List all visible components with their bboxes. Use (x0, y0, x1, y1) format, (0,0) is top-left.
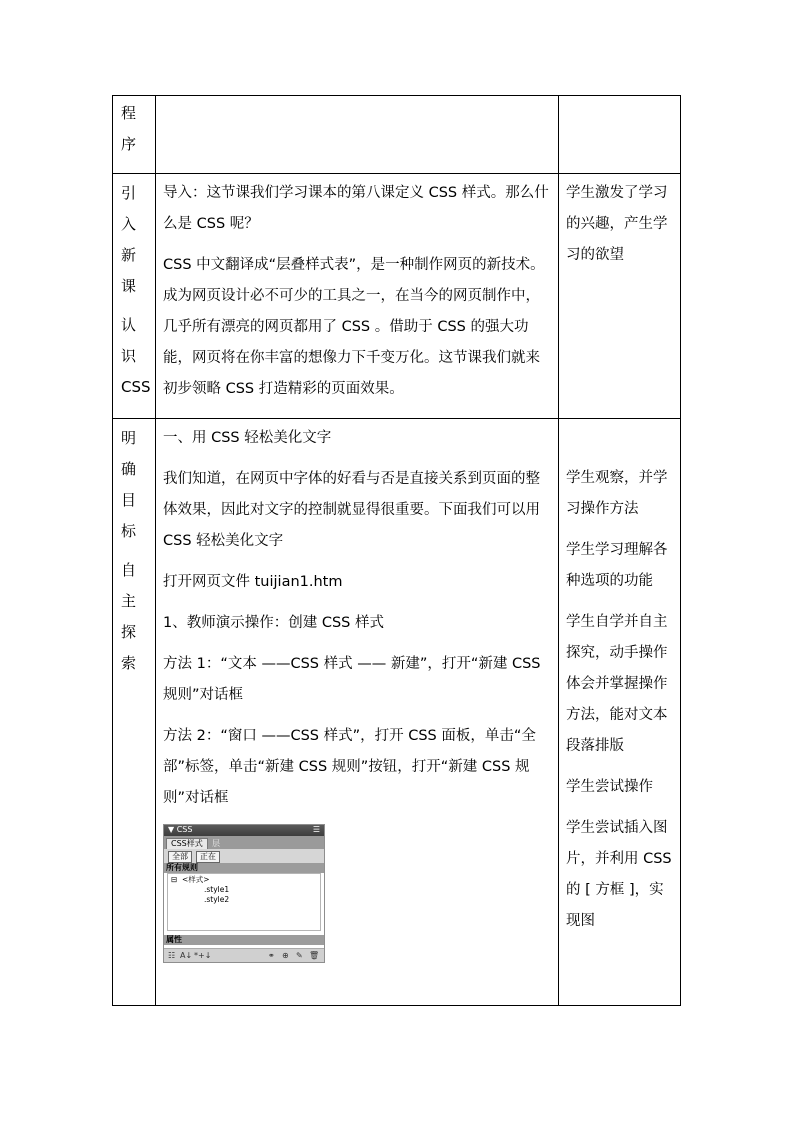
tree-root: <样式> (182, 875, 210, 884)
css-definition-paragraph: CSS 中文翻译成“层叠样式表”，是一种制作网页的新技术。成为网页设计必不可少的工具之一，在当今的网页制作中，几乎所有漂亮的网页都用了 CSS 。借助于 CSS 的强大功能，网页将在你丰富的想像力下千变万化。这节课我们就来初步领略 CSS 打造精彩的页面效果。 (163, 257, 545, 397)
panel-tabs (164, 836, 324, 849)
row-label-cell (113, 174, 156, 419)
row-label-char: CSS (121, 378, 151, 396)
row-label-char: 入 (121, 215, 137, 233)
student-activity: 学生学习理解各种选项的功能 (566, 542, 668, 589)
student-activity: 学生激发了学习的兴趣，产生学习的欲望 (566, 185, 668, 263)
content-cell (156, 174, 559, 419)
all-rules-header: 所有规则 (164, 863, 324, 873)
rules-tree (167, 873, 321, 931)
row-label-char: 程 (121, 104, 137, 122)
method-2-paragraph: 方法 2：“窗口 ——CSS 样式”，打开 CSS 面板，单击“全部”标签，单击“新建 CSS 规则”按钮，打开“新建 CSS 规则”对话框 (163, 728, 536, 806)
row-label-char: 识 (121, 347, 137, 365)
student-activity: 学生尝试操作 (566, 779, 653, 795)
row-label-char: 目 (121, 491, 137, 509)
all-button: 全部 (168, 851, 192, 863)
student-activity: 学生自学并自主探究，动手操作体会并掌握操作方法，能对文本段落排版 (566, 614, 668, 754)
row-label-char: 课 (121, 277, 137, 295)
section-heading: 一、用 CSS 轻松美化文字 (163, 430, 332, 446)
body-paragraph: 我们知道，在网页中字体的好看与否是直接关系到页面的整体效果，因此对文字的控制就显得很重要。下面我们可以用 CSS 轻松美化文字 (163, 471, 540, 549)
student-activity: 学生尝试插入图片，并利用 CSS 的 [ 方框 ]，实现图 (566, 820, 672, 929)
tree-expand-icon: ⊟ (171, 875, 178, 884)
row-label-cell (113, 96, 156, 174)
student-activity: 学生观察，并学习操作方法 (566, 470, 668, 517)
panel-mode-buttons (164, 849, 324, 863)
new-rule-icon: ⊕ (282, 951, 289, 960)
row-label-char: 新 (121, 246, 137, 264)
panel-titlebar (164, 825, 324, 836)
row-label-char: 索 (121, 654, 137, 672)
panel-bottom-toolbar (164, 948, 324, 962)
sort-az-icon: A↓ (180, 951, 193, 960)
panel-title: CSS (176, 825, 193, 834)
row-label-char: 认 (121, 316, 137, 334)
activity-cell (559, 96, 681, 174)
delete-rule-icon: 🗑 (309, 951, 320, 960)
row-label-char: 确 (121, 460, 137, 478)
set-properties-icon: *+↓ (194, 951, 212, 960)
category-view-icon: ☷ (168, 951, 176, 960)
intro-paragraph: 导入：这节课我们学习课本的第八课定义 CSS 样式。那么什么是 CSS 呢？ (163, 185, 549, 232)
tree-item-style2: .style2 (204, 895, 230, 904)
method-1-paragraph: 方法 1：“文本 ——CSS 样式 —— 新建”，打开“新建 CSS 规则”对话框 (163, 656, 541, 703)
current-button: 正在 (196, 851, 220, 863)
panel-collapse-icon: ▼ (168, 825, 177, 834)
row-label-char: 探 (121, 623, 137, 641)
row-label-char: 自 (121, 561, 137, 579)
tab-css-styles: CSS样式 (166, 838, 208, 850)
tree-item-style1: .style1 (204, 885, 230, 894)
content-cell (156, 419, 559, 1006)
css-panel-screenshot (163, 824, 325, 963)
row-label-char: 明 (121, 429, 137, 447)
row-label-char: 引 (121, 184, 137, 202)
edit-rule-icon: ✎ (296, 951, 303, 960)
panel-menu-icon: ☰ (312, 825, 320, 834)
activity-cell (559, 174, 681, 419)
lesson-plan-table (112, 95, 681, 1006)
row-label-char: 标 (121, 522, 137, 540)
activity-cell (559, 419, 681, 1006)
properties-header: 属性 (164, 935, 324, 945)
row-label-char: 序 (121, 135, 137, 153)
content-cell (156, 96, 559, 174)
tab-layers: 层 (212, 839, 220, 848)
row-label-char: 主 (121, 592, 137, 610)
attach-stylesheet-icon: ⚭ (268, 951, 275, 960)
row-label-cell (113, 419, 156, 1006)
body-paragraph: 打开网页文件 tuijian1.htm (163, 574, 343, 590)
body-paragraph: 1、教师演示操作：创建 CSS 样式 (163, 615, 384, 631)
